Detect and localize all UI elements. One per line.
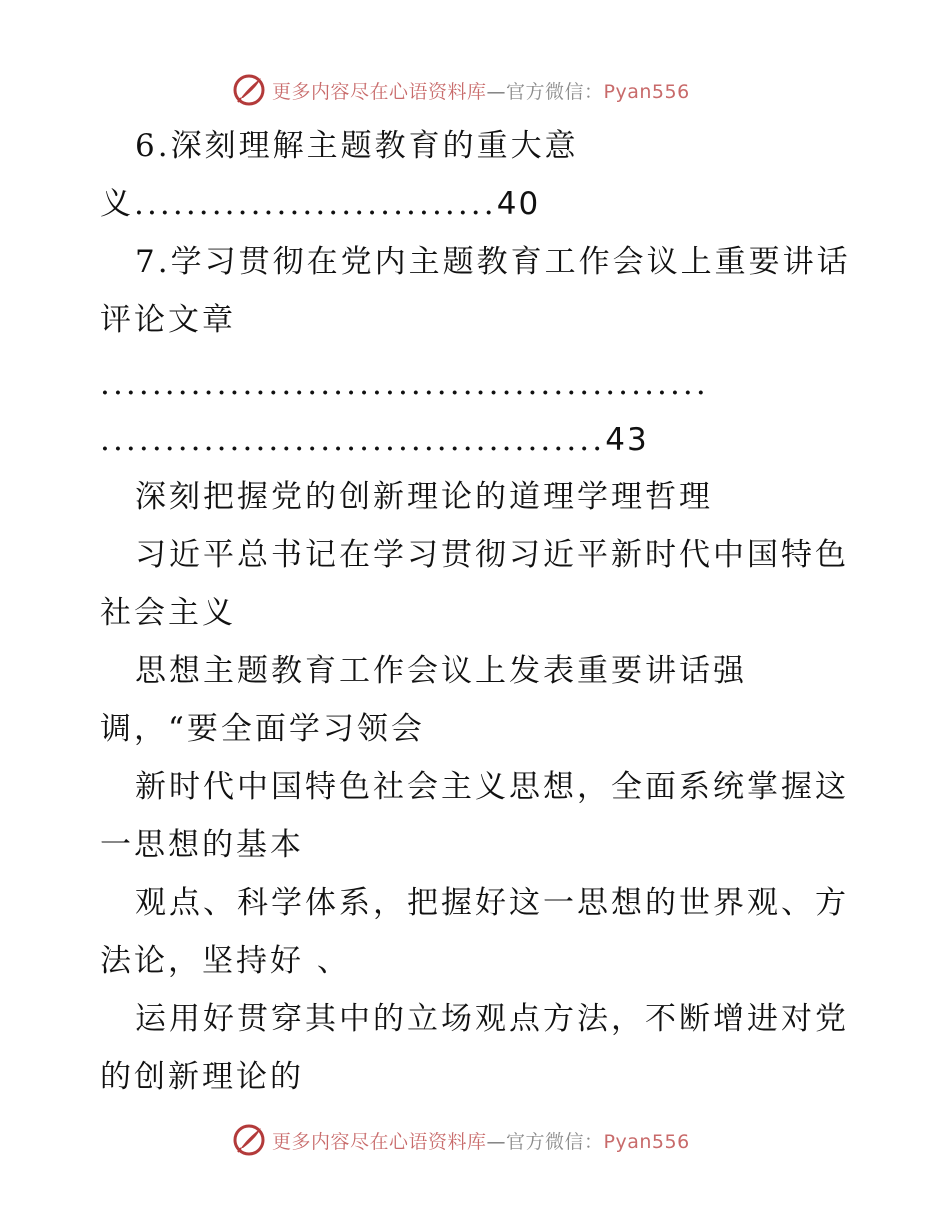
toc-entry-6-title-end: 义 [100,186,134,222]
header-wechat-label: 官方微信： [506,80,604,103]
footer-separator: — [486,1130,507,1153]
toc-entry-7-leader-1: ............................................... [100,366,709,402]
footer-wechat-id: Pyan556 [603,1130,690,1153]
toc-entry-7-page: 43 [605,422,649,458]
footer-wechat-label: 官方微信： [506,1130,604,1153]
quill-logo-icon [232,1123,266,1157]
header-text [272,77,690,104]
header-wechat-id: Pyan556 [603,80,690,103]
toc-entry-7-title-end: 评论文章 [100,302,236,338]
article-line: 调，“要全面学习领会 [100,711,425,747]
article-line: 的创新理论的 [100,1059,304,1095]
header-banner [232,72,690,108]
toc-entry-6-title: 6.深刻理解主题教育的重大意 [135,128,579,164]
article-line: 一思想的基本 [100,827,304,863]
article-line: 运用好贯穿其中的立场观点方法，不断增进对党 [135,1001,849,1037]
article-line: 思想主题教育工作会议上发表重要讲话强 [135,653,747,689]
toc-entry-7-leader-line [100,420,649,460]
quill-logo-icon [232,73,266,107]
footer-text [272,1127,690,1154]
footer-banner [232,1122,690,1158]
article-line: 习近平总书记在学习贯彻习近平新时代中国特色 [135,537,849,573]
toc-entry-6-page: 40 [496,186,541,222]
article-line: 社会主义 [100,595,236,631]
header-separator: — [486,80,507,103]
article-line: 观点、科学体系，把握好这一思想的世界观、方 [135,885,849,921]
toc-entry-6-leader: ............................ [134,186,497,222]
toc-entry-6-continuation [100,184,540,224]
footer-site-name: 更多内容尽在心语资料库 [272,1130,487,1153]
header-site-name: 更多内容尽在心语资料库 [272,80,487,103]
article-heading: 深刻把握党的创新理论的道理学理哲理 [135,479,713,515]
toc-entry-7-title: 7.学习贯彻在党内主题教育工作会议上重要讲话 [135,244,851,280]
article-line: 法论，坚持好 、 [100,943,351,979]
article-line: 新时代中国特色社会主义思想，全面系统掌握这 [135,769,849,805]
toc-entry-7-leader-2: ....................................... [100,422,606,458]
